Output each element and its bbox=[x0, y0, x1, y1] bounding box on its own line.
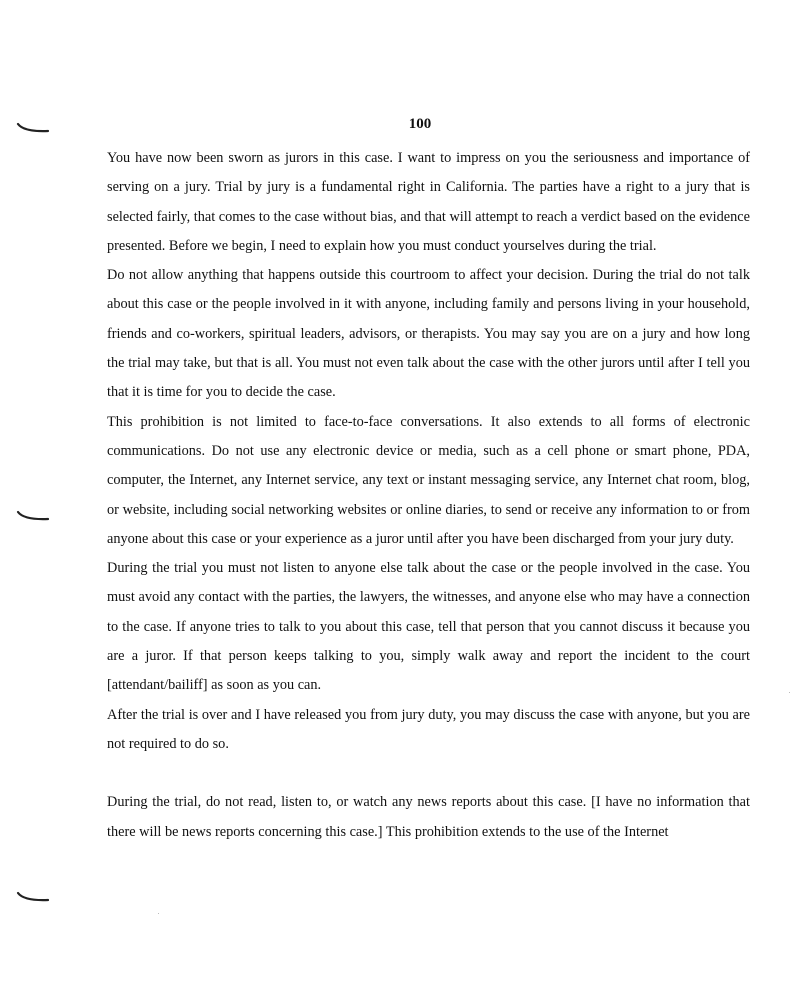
binder-mark-middle bbox=[16, 510, 50, 522]
scan-speck bbox=[158, 913, 159, 914]
page-number: 100 bbox=[408, 116, 432, 132]
paragraph-avoid-contact: During the trial you must not listen to anyone else talk about the case or the people involved in the case. You must avoid any contact with the parties, the lawyers, the witnesses, and anyone else who may have a connection to the case. If anyone tries to talk to you about this case, tell that person that you cannot discuss it because you are a juror. If that person keeps talking to you, simply walk away and report the incident to the court [attendant/bailiff] as soon as you can. bbox=[107, 560, 750, 694]
binder-mark-bottom bbox=[16, 891, 50, 903]
paragraph-news-reports: During the trial, do not read, listen to, or watch any news reports about this case. [I have no information that there will be news reports concerning this case.] This prohibition extends to the use of the Internet bbox=[107, 794, 750, 840]
paragraph-outside-influence: Do not allow anything that happens outside this courtroom to affect your decision. During the trial do not talk about this case or the people involved in it with anyone, including family and persons living in your household, friends and co-workers, spiritual leaders, advisors, or therapists. You may say you are on a jury and how long the trial may take, but that is all. You must not even talk about the case with the other jurors until after I tell you that it is time for you to decide the case. bbox=[107, 267, 750, 401]
paragraph-sworn-jurors: You have now been sworn as jurors in this case. I want to impress on you the seriousness and importance of serving on a jury. Trial by jury is a fundamental right in California. The parties have a right to a jury that is selected fairly, that comes to the case without bias, and that will attempt to reach a verdict based on the evidence presented. Before we begin, I need to explain how you must conduct yourselves during the trial. bbox=[107, 150, 750, 254]
paragraph-electronic-communications: This prohibition is not limited to face-to-face conversations. It also extends to all forms of electronic communications. Do not use any electronic device or media, such as a cell phone or smart phone, PDA, computer, the Internet, any Internet service, any text or instant messaging service, any Internet chat room, blog, or website, including social networking websites or online diaries, to send or receive any information to or from anyone about this case or your experience as a juror until after you have been discharged from your jury duty. bbox=[107, 413, 750, 547]
paragraph-after-trial: After the trial is over and I have released you from jury duty, you may discuss the case with anyone, but you are not required to do so. bbox=[107, 706, 750, 752]
body-text bbox=[107, 144, 750, 847]
scan-speck bbox=[789, 692, 790, 693]
